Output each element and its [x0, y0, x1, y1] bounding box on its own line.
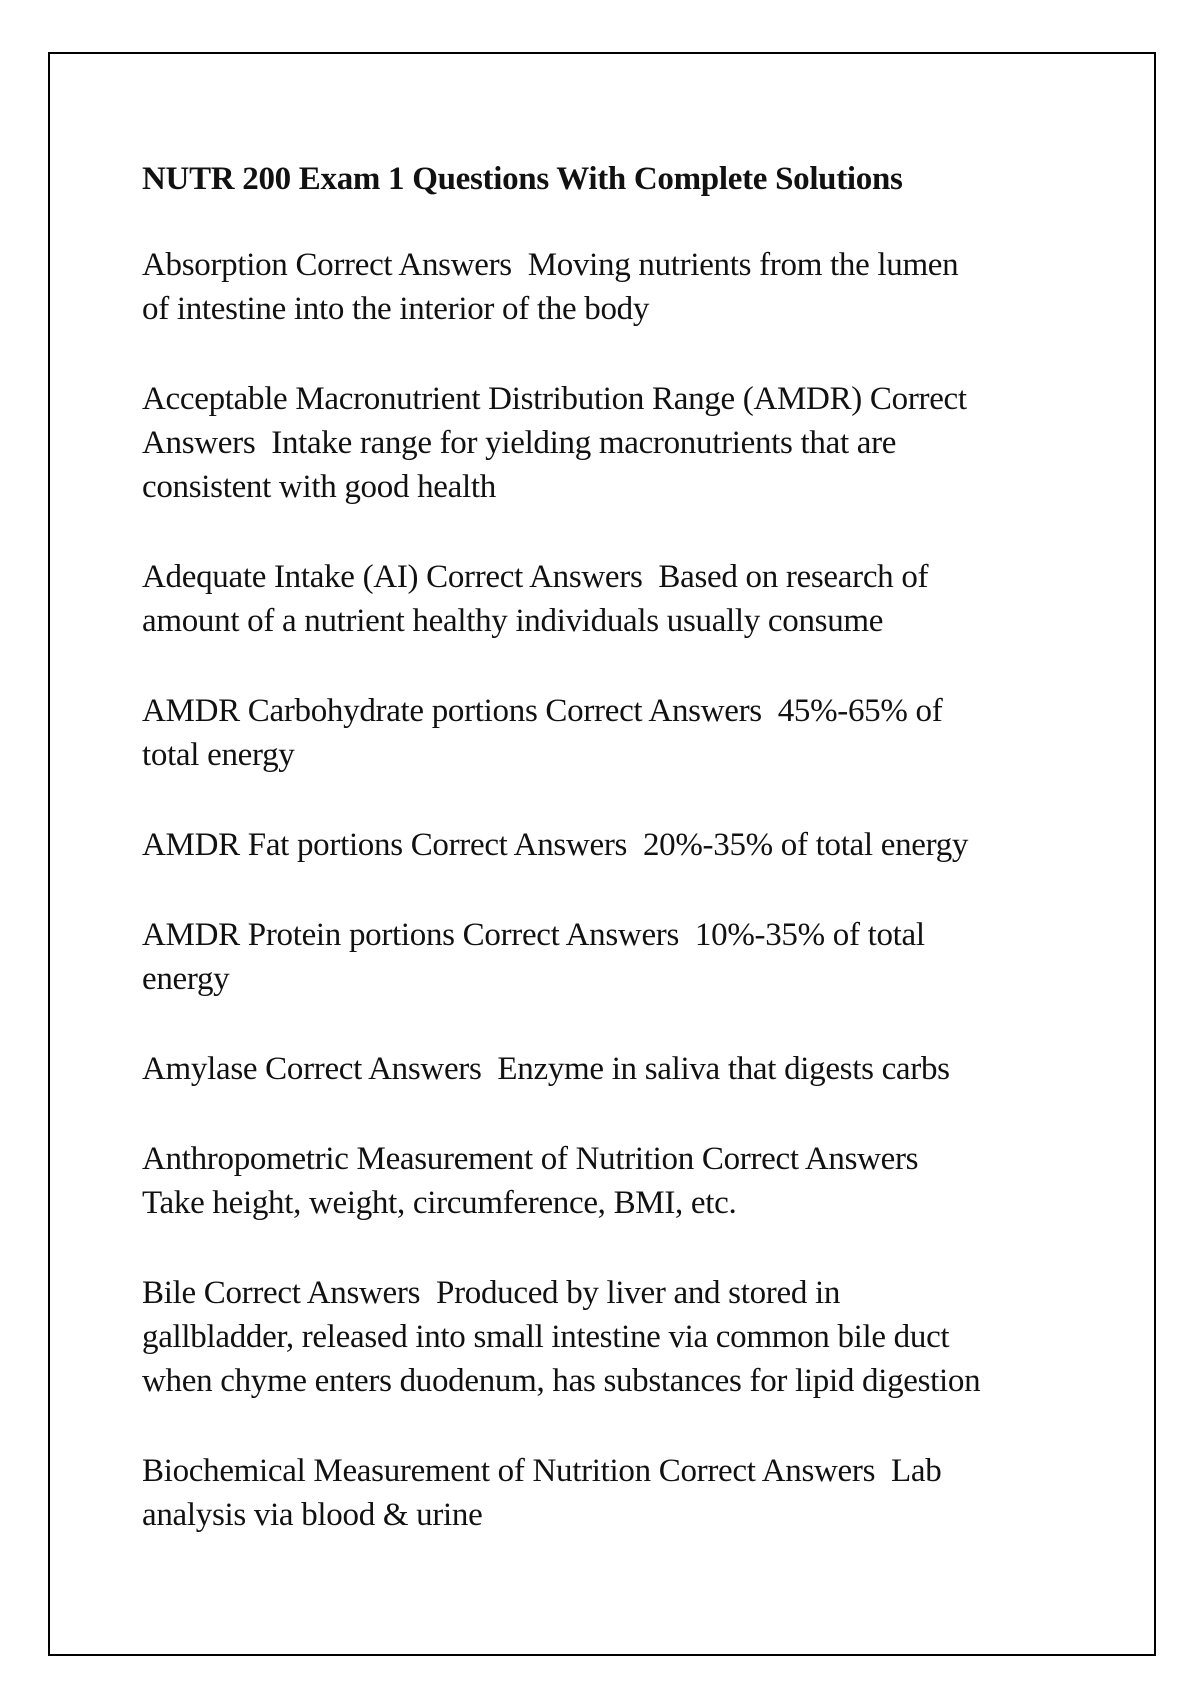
- entry-line: Biochemical Measurement of Nutrition Correct Answers Lab: [142, 1453, 942, 1489]
- entry-anthropometric: [142, 1137, 1087, 1225]
- entry-line: Anthropometric Measurement of Nutrition Correct Answers: [142, 1141, 919, 1177]
- entry-bile: [142, 1271, 1087, 1403]
- entry-line: energy: [142, 961, 230, 997]
- entry-adequate-intake: [142, 555, 1087, 643]
- entry-line: Adequate Intake (AI) Correct Answers Based on research of: [142, 559, 929, 595]
- document-title: NUTR 200 Exam 1 Questions With Complete Solutions: [142, 161, 903, 197]
- entry-amdr: [142, 377, 1087, 509]
- entry-amylase: [142, 1047, 1087, 1091]
- entry-line: Amylase Correct Answers Enzyme in saliva that digests carbs: [142, 1051, 950, 1087]
- entry-line: Answers Intake range for yielding macronutrients that are: [142, 425, 897, 461]
- entry-line: amount of a nutrient healthy individuals usually consume: [142, 603, 884, 639]
- entry-line: AMDR Fat portions Correct Answers 20%-35% of total energy: [142, 827, 969, 863]
- entry-line: total energy: [142, 737, 295, 773]
- entry-line: Bile Correct Answers Produced by liver and stored in: [142, 1275, 841, 1311]
- entry-amdr-carbohydrate: [142, 689, 1087, 777]
- entry-line: AMDR Carbohydrate portions Correct Answers 45%-65% of: [142, 693, 943, 729]
- entry-absorption: [142, 243, 1087, 331]
- entry-biochemical: [142, 1449, 1087, 1537]
- entry-line: consistent with good health: [142, 469, 496, 505]
- entry-line: when chyme enters duodenum, has substances for lipid digestion: [142, 1363, 981, 1399]
- entry-line: of intestine into the interior of the body: [142, 291, 650, 327]
- entry-line: Take height, weight, circumference, BMI, etc.: [142, 1185, 737, 1221]
- entry-line: Absorption Correct Answers Moving nutrients from the lumen: [142, 247, 959, 283]
- document-body: [142, 158, 1087, 1583]
- entry-line: AMDR Protein portions Correct Answers 10%-35% of total: [142, 917, 925, 953]
- entry-line: gallbladder, released into small intestine via common bile duct: [142, 1319, 950, 1355]
- entry-amdr-fat: [142, 823, 1087, 867]
- entry-amdr-protein: [142, 913, 1087, 1001]
- entry-line: analysis via blood & urine: [142, 1497, 483, 1533]
- entry-line: Acceptable Macronutrient Distribution Range (AMDR) Correct: [142, 381, 967, 417]
